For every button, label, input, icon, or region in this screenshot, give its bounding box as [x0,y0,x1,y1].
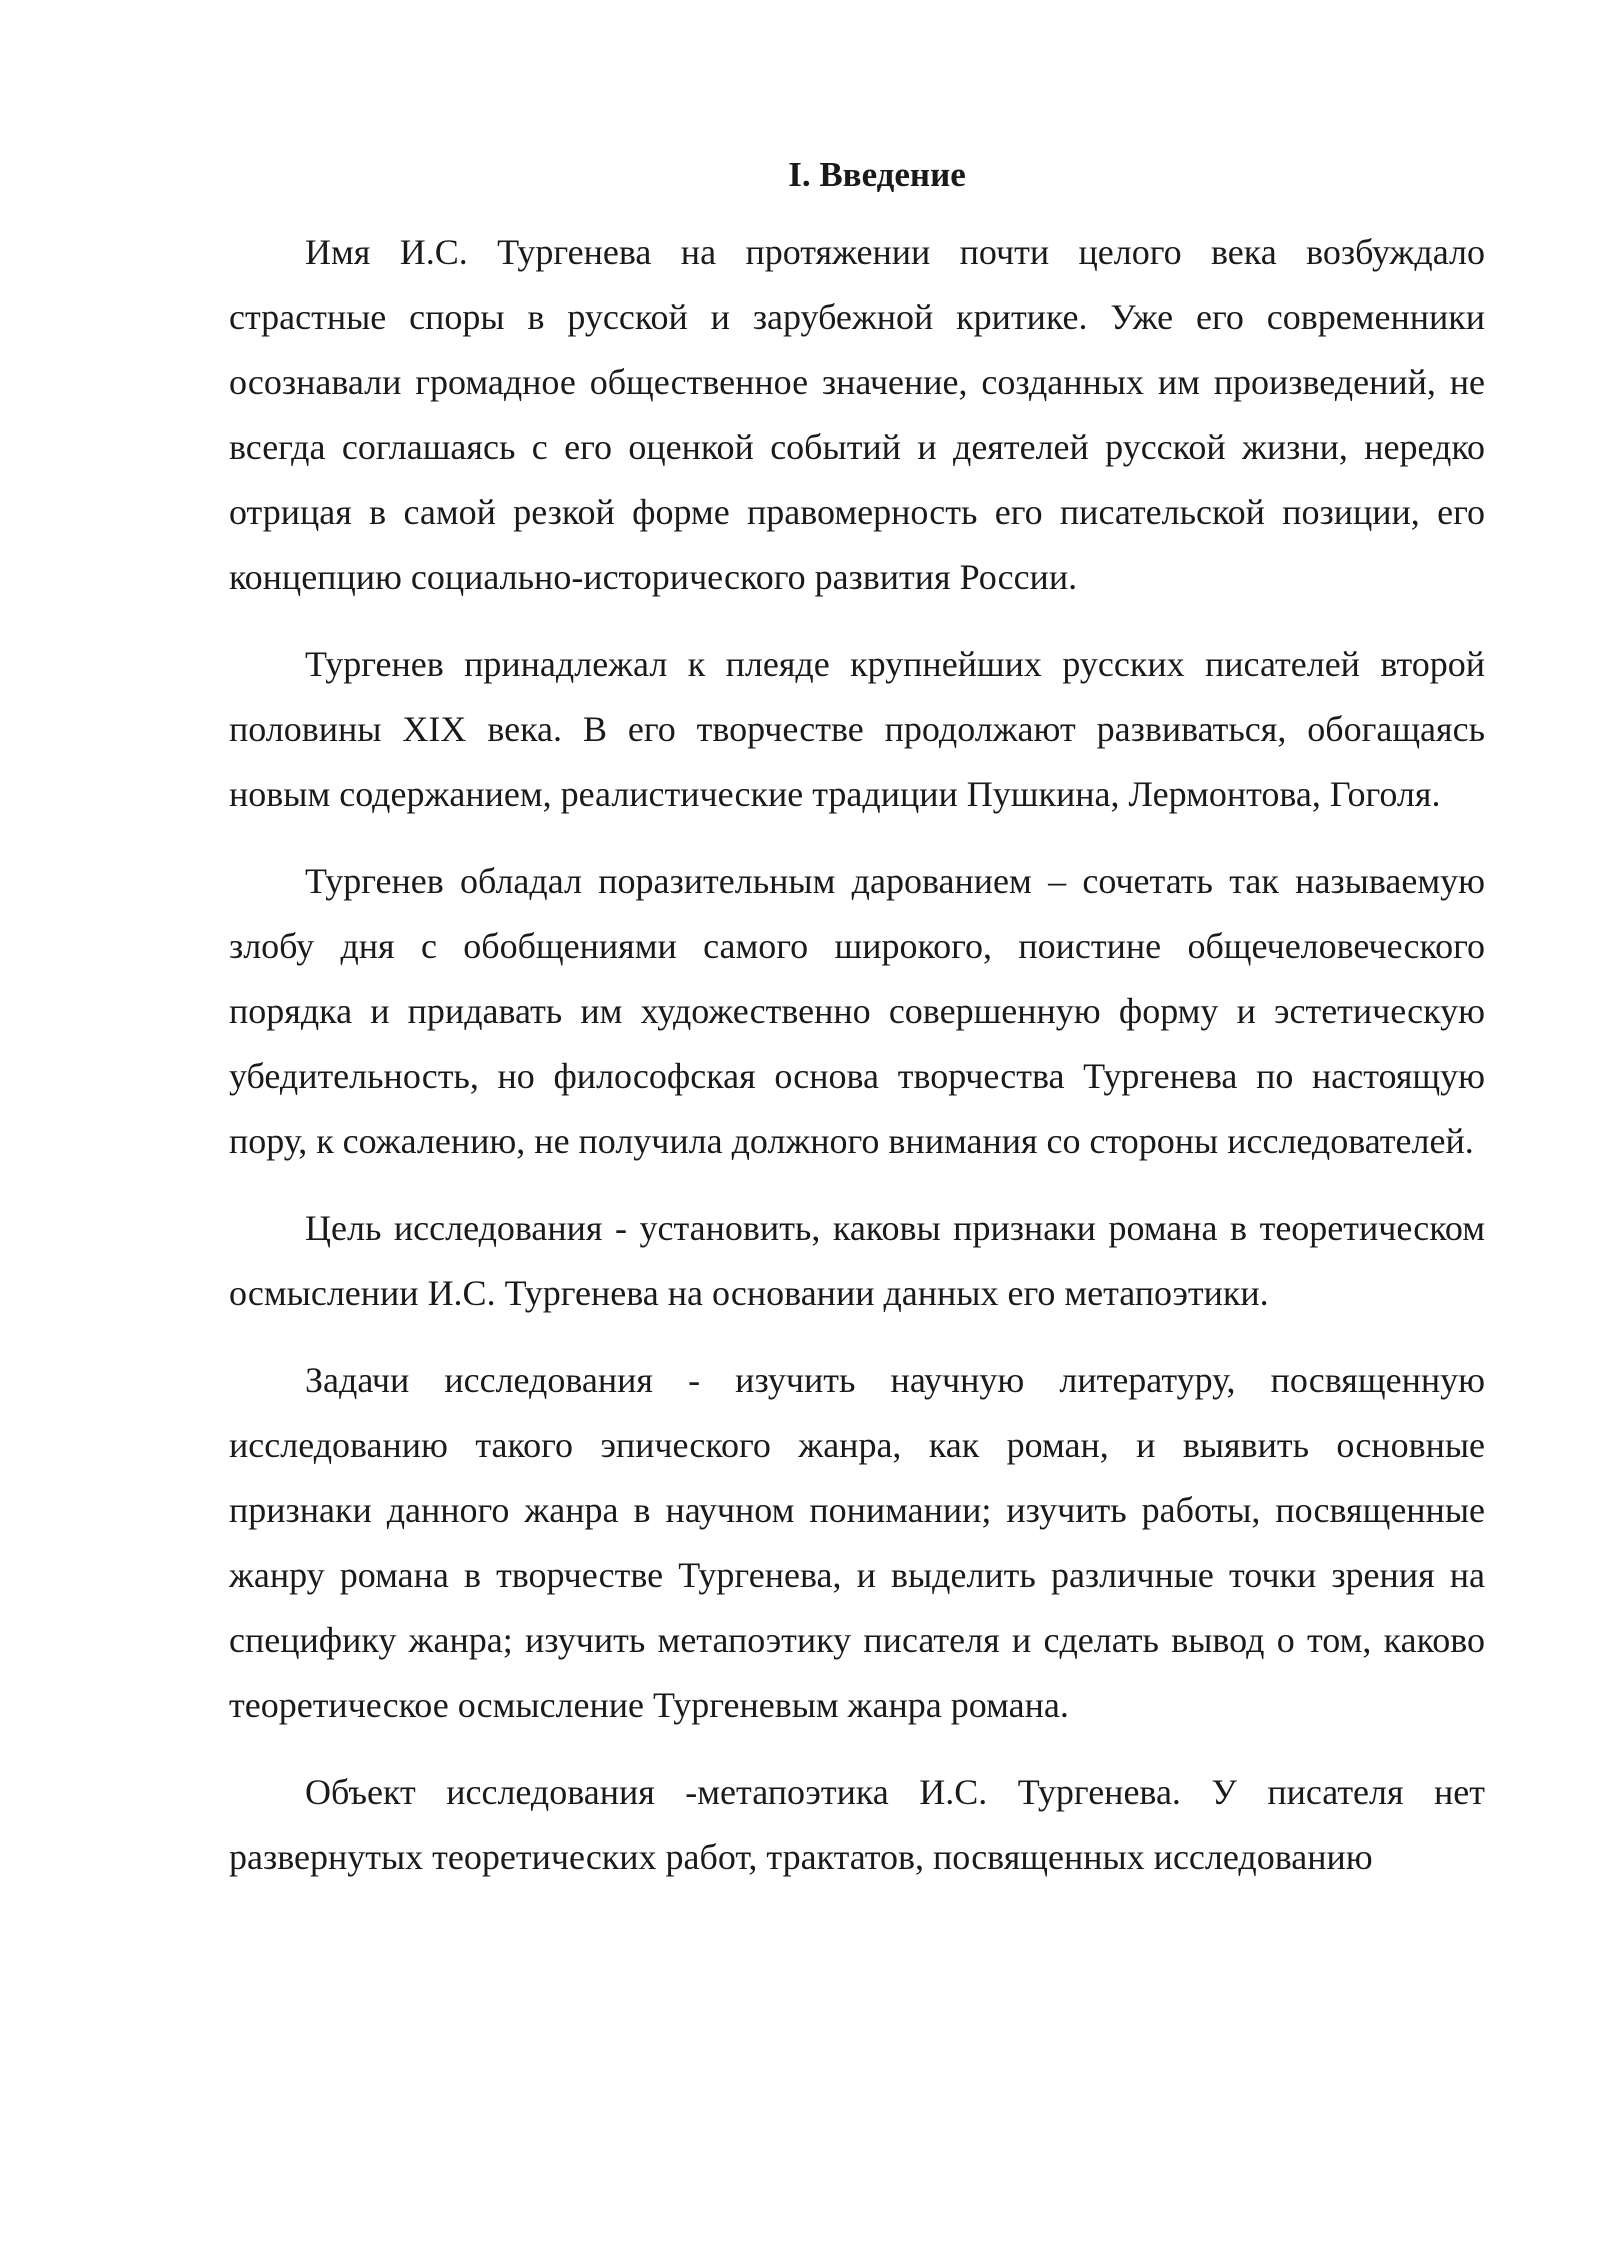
paragraph-object: Объект исследования -метапоэтика И.С. Тургенева. У писателя нет развернутых теоретических работ, трактатов, посвященных исследованию [229,1772,1485,1877]
paragraph-intro: Имя И.С. Тургенева на протяжении почти целого века возбуждало страстные споры в русской и зарубежной критике. Уже его современники осознавали громадное общественное значение, созданных им произведений, не всегда соглашаясь с его оценкой событий и деятелей русской жизни, нередко отрицая в самой резкой форме правомерность его писательской позиции, его концепцию социально-исторического развития России. [229,232,1485,597]
paragraph-tasks: Задачи исследования - изучить научную литературу, посвященную исследованию такого эпического жанра, как роман, и выявить основные признаки данного жанра в научном понимании; изучить работы, посвященные жанру романа в творчестве Тургенева, и выделить различные точки зрения на специфику жанра; изучить метапоэтику писателя и сделать вывод о том, каково теоретическое осмысление Тургеневым жанра романа. [229,1360,1485,1725]
paragraph-pleiad: Тургенев принадлежал к плеяде крупнейших русских писателей второй половины XIX века. В его творчестве продолжают развиваться, обогащаясь новым содержанием, реалистические традиции Пушкина, Лермонтова, Гоголя. [229,644,1485,814]
section-heading: I. Введение [788,155,966,194]
paragraph-talent: Тургенев обладал поразительным дарованием – сочетать так называемую злобу дня с обобщениями самого широкого, поистине общечеловеческого порядка и придавать им художественно совершенную форму и эстетическую убедительность, но философская основа творчества Тургенева по настоящую пору, к сожалению, не получила должного внимания со стороны исследователей. [229,861,1485,1161]
document-body [229,150,1485,1912]
paragraph-goal: Цель исследования - установить, каковы признаки романа в теоретическом осмыслении И.С. Тургенева на основании данных его метапоэтики. [229,1208,1485,1313]
